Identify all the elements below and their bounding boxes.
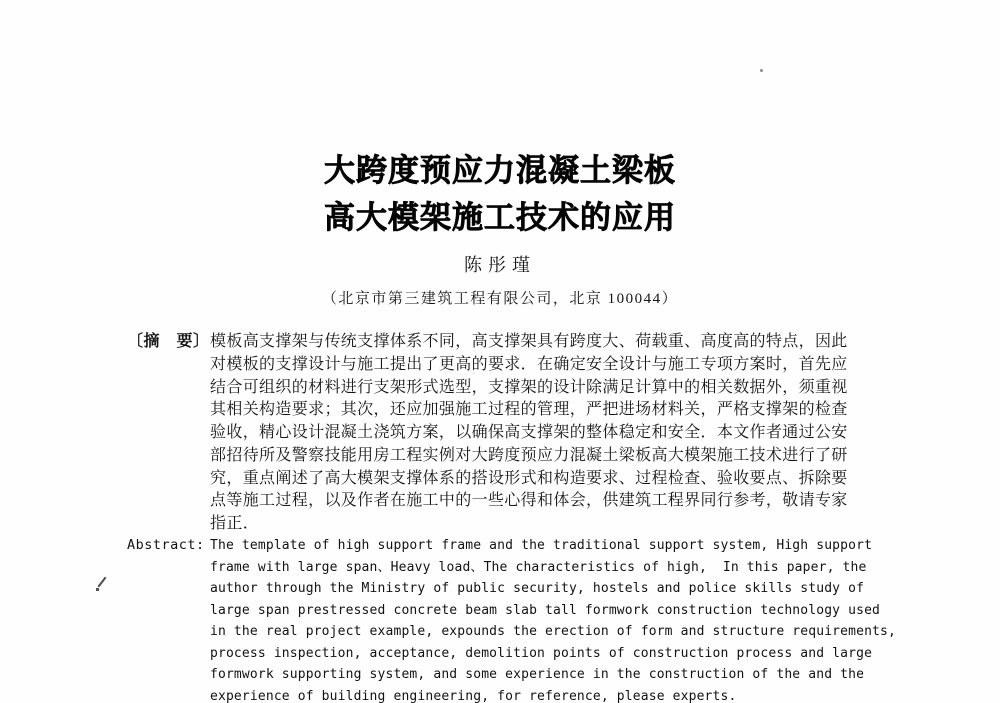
paper-title-line-2: 高大模架施工技术的应用 [324,200,676,235]
abstract-cn-line: 点等施工过程，以及作者在施工中的一些心得和体会，供建筑工程界同行参考，敬请专家 [210,492,848,510]
abstract-cn-line: 其相关构造要求；其次，还应加强施工过程的管理，严把进场材料关，严格支撑架的检查 [210,401,848,419]
abstract-english-label: Abstract: [127,537,205,553]
abstract-chinese-body [210,331,848,536]
title-block [0,147,1000,241]
abstract-chinese-label: 〔摘 要〕 [127,333,210,350]
abstract-cn-line: 部招待所及警察技能用房工程实例对大跨度预应力混凝土梁板高大模架施工技术进行了研 [210,446,848,464]
author-name: 陈彤瑾 [464,255,536,275]
abstract-cn-line: 对模板的支撑设计与施工提出了更高的要求．在确定安全设计与施工专项方案时，首先应 [210,355,848,373]
paper-title-line-1: 大跨度预应力混凝土梁板 [324,153,676,188]
abstract-cn-line: 究，重点阐述了高大模架支撑体系的搭设形式和构造要求、过程检查、验收要点、拆除要 [210,469,848,487]
affiliation: （北京市第三建筑工程有限公司，北京 100044） [321,291,679,307]
abstract-cn-line: 指正． [210,515,260,532]
abstract-cn-line: 模板高支撑架与传统支撑体系不同，高支撑架具有跨度大、荷载重、高度高的特点，因此 [210,333,848,350]
abstract-cn-line: 验收，精心设计混凝土浇筑方案，以确保高支撑架的整体稳定和安全．本文作者通过公安 [210,424,848,441]
abstract-chinese-section [127,331,848,536]
abstract-en-line: large span prestressed concrete beam slab tall formwork construction technology used [210,602,881,618]
scan-speck-artifact [760,69,763,72]
scan-scratch-dot-artifact [96,588,99,591]
abstract-en-line: formwork supporting system, and some experience in the construction of the and the [210,667,865,682]
scan-scratch-artifact [98,577,107,588]
abstract-english-body [210,535,896,703]
abstract-en-line: author through the Ministry of public security, hostels and police skills study of [210,581,865,596]
abstract-en-line: in the real project example, expounds the erection of form and structure requirements, [210,624,896,639]
abstract-en-line: The template of high support frame and the traditional support system, High support [210,538,873,553]
abstract-en-line: frame with large span、Heavy load、The characteristics of high, In this paper, the [210,559,867,575]
abstract-cn-line: 结合可组织的材料进行支架形式选型，支撑架的设计除满足计算中的相关数据外，须重视 [210,378,848,396]
abstract-en-line: process inspection, acceptance, demolition points of construction process and large [210,645,873,661]
abstract-en-line: experience of building engineering, for reference, please experts. [210,688,737,703]
abstract-english-section [127,535,896,703]
